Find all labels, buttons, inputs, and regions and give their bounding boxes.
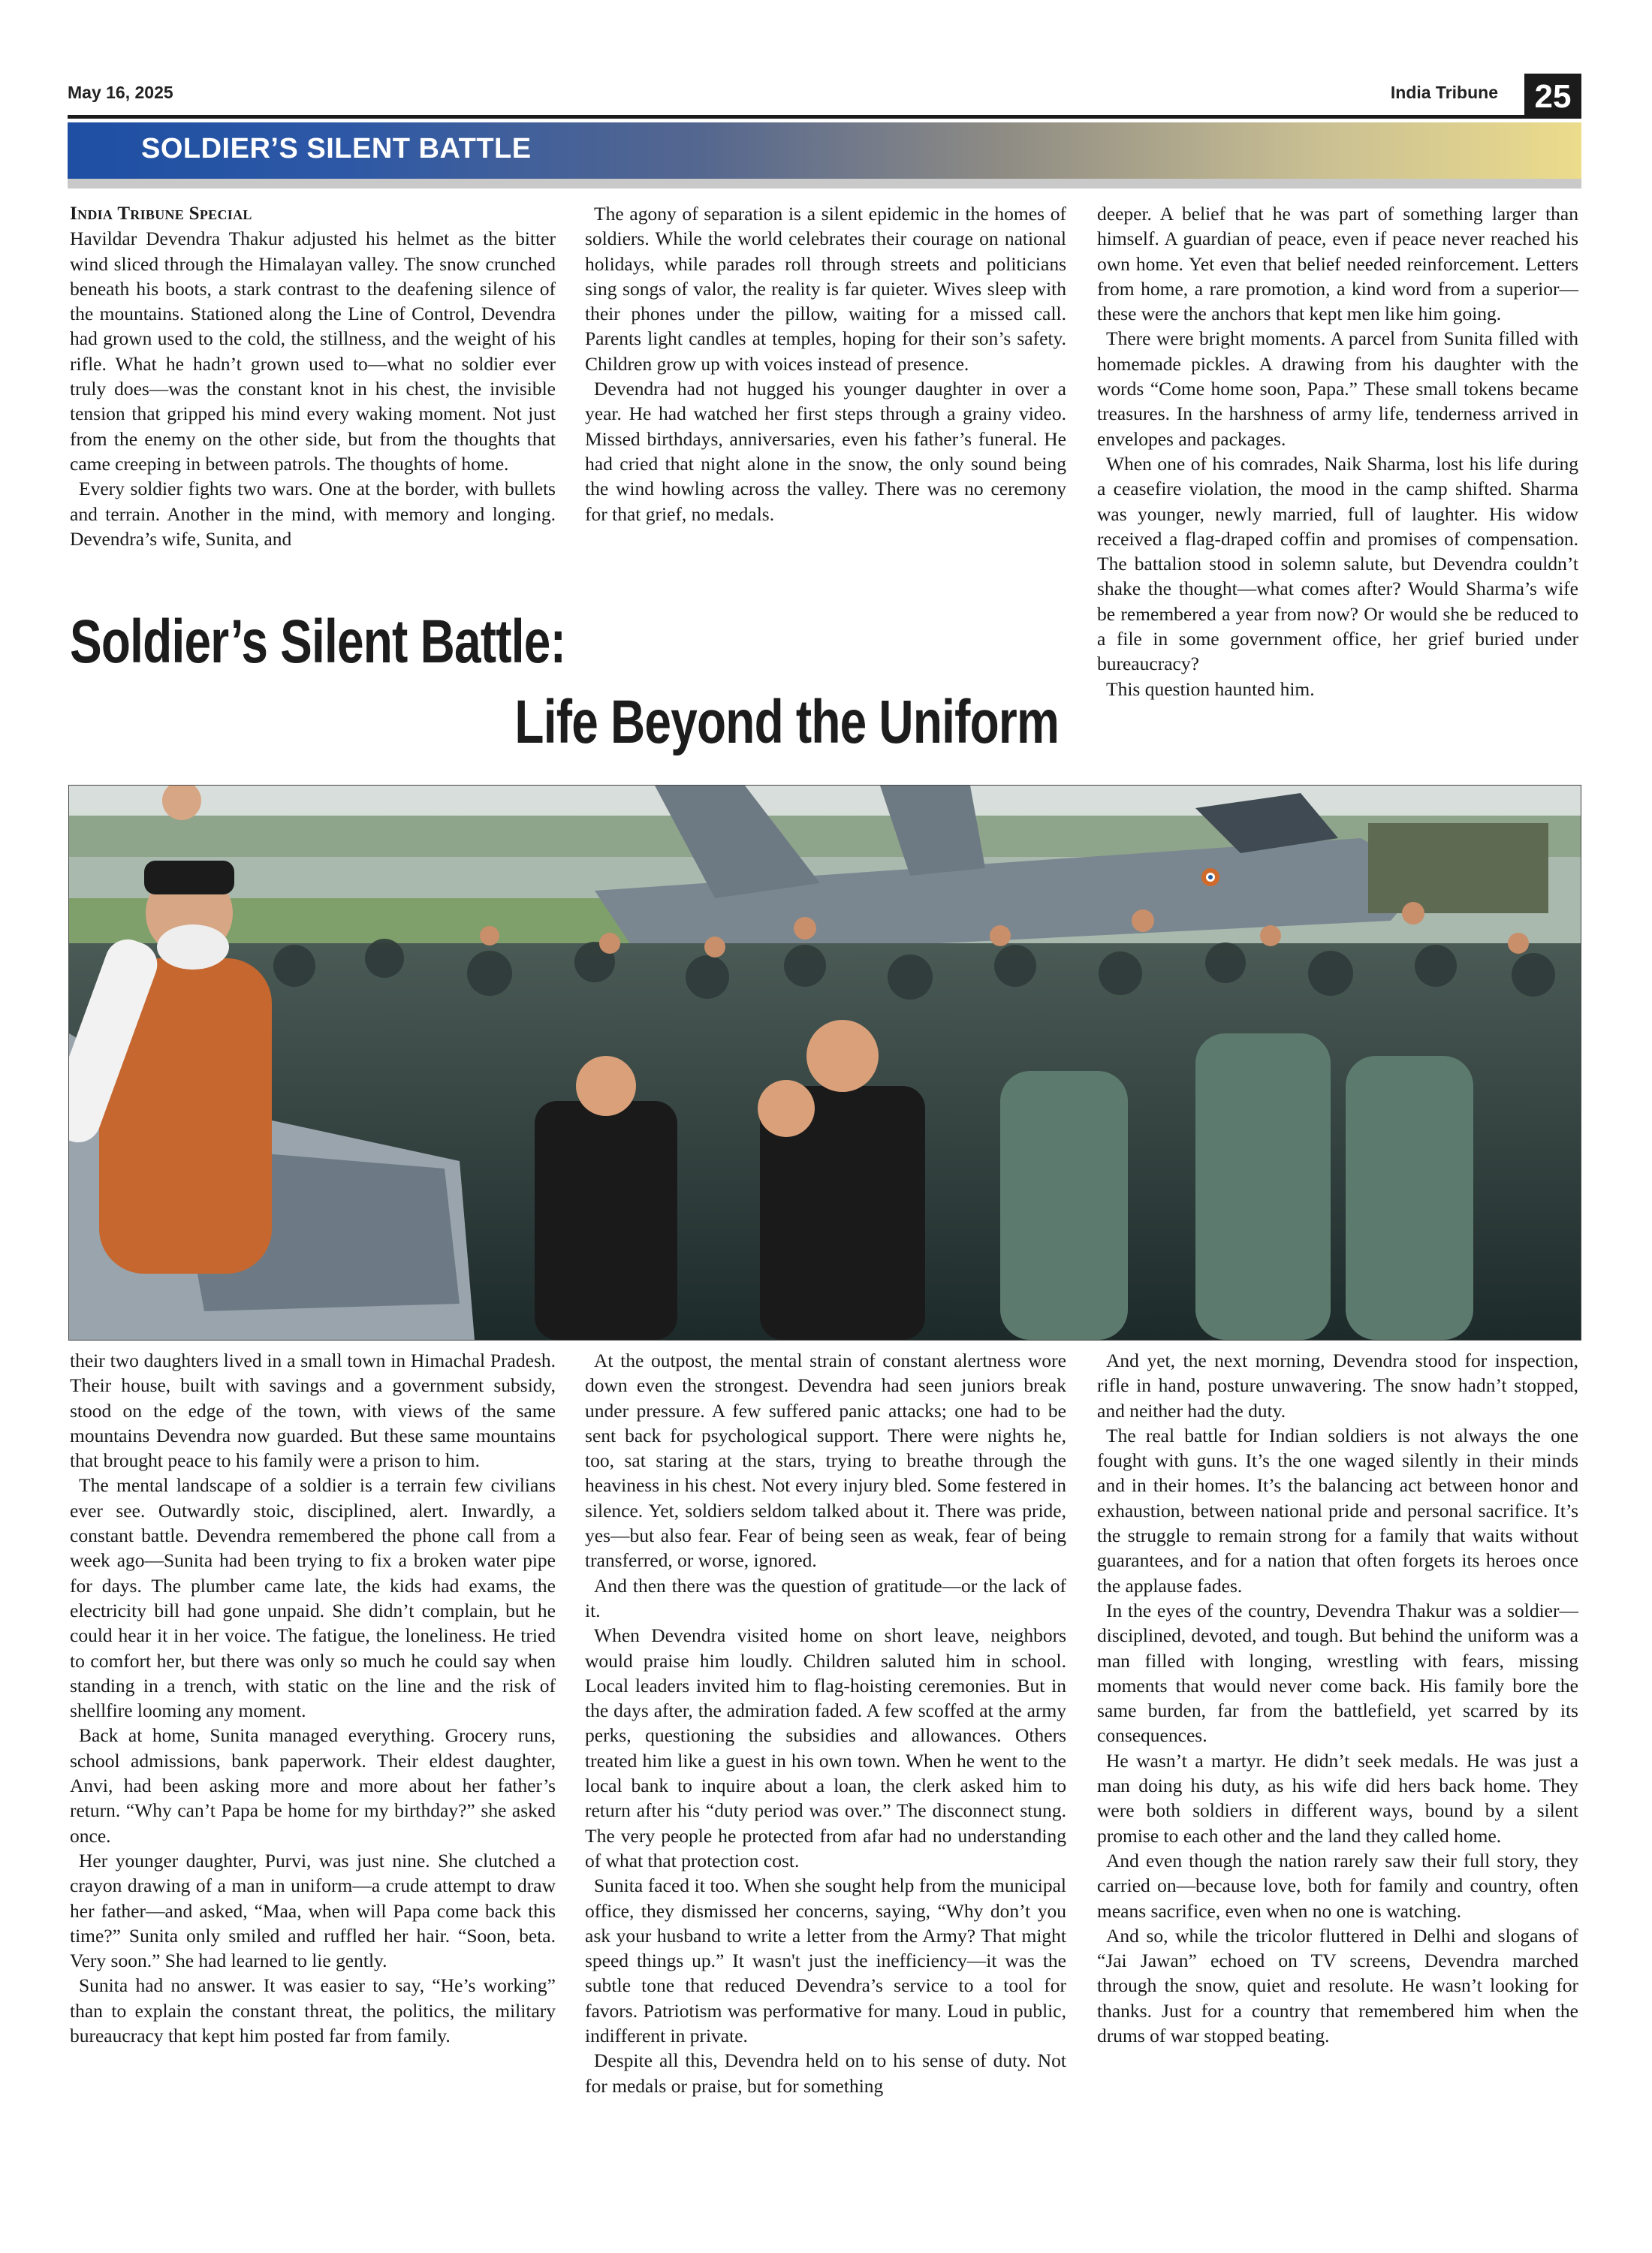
- article-top-column-1: [70, 201, 556, 551]
- paragraph: He wasn’t a martyr. He didn’t seek medals. He was just a man doing his duty, as his wife did hers back home. They were both soldiers in different ways, bound by a silent promise to each other and the land they called home.: [1097, 1749, 1578, 1847]
- paragraph: Devendra had not hugged his younger daughter in over a year. He had watched her first steps through a grainy video. Missed birthdays, anniversaries, even his father’s funeral. He had cried that night alone in the snow, the only sound being the wind howling across the valley. There was no ceremony for that grief, no medals.: [585, 378, 1066, 525]
- section-banner: [68, 122, 1581, 179]
- paragraph: The real battle for Indian soldiers is not always the one fought with guns. It’s the one waged silently in their minds and in their homes. It’s the balancing act between honor and exhaustion, between national pride and personal sacrifice. It’s the struggle to remain strong for a family that waits without guarantees, and for a nation that often forgets its heroes once the applause fades.: [1097, 1424, 1578, 1597]
- paragraph: Every soldier fights two wars. One at the border, with bullets and terrain. Another in the mind, with memory and longing. Devendra’s wife, Sunita, and: [70, 478, 556, 550]
- article-bottom-column-2: [585, 1348, 1066, 2098]
- banner-underbar: [68, 179, 1581, 189]
- paragraph: This question haunted him.: [1106, 677, 1315, 700]
- issue-date: May 16, 2025: [68, 83, 173, 102]
- publication-name: India Tribune: [1390, 83, 1498, 102]
- paragraph: Sunita faced it too. When she sought help from the municipal office, they dismissed her concerns, saying, “Why don’t you ask your husband to write a letter from the Army? That might speed things up.” It wasn't just the inefficiency—it was the subtle tone that reduced Devendra’s service to a tool for favors. Patriotism was performative for many. Loud in public, indifferent in private.: [585, 1874, 1066, 2047]
- article-kicker: India Tribune Special: [70, 204, 252, 224]
- section-banner-title: SOLDIER’S SILENT BATTLE: [141, 133, 532, 164]
- paragraph: And then there was the question of gratitude—or the lack of it.: [585, 1574, 1066, 1621]
- paragraph: In the eyes of the country, Devendra Thakur was a soldier—disciplined, devoted, and tough. But behind the uniform was a man filled with longing, wrestling with fears, missing moments that would never come back. His family bore the same burden, far from the battlefield, yet scarred by its consequences.: [1097, 1599, 1578, 1747]
- paragraph: When Devendra visited home on short leave, neighbors would praise him loudly. Children saluted him in school. Local leaders invited him to flag-hoisting ceremonies. But in the days after, the admiration faded. A few scoffed at the army perks, questioning the subsidies and allowances. Others treated him like a guest in his own town. When he went to the local bank to inquire about a loan, the clerk asked him to return after his “duty period was over.” The disconnect stung. The very people he protected from afar had no understanding of what that protection cost.: [585, 1624, 1066, 1871]
- paragraph: At the outpost, the mental strain of constant alertness wore down even the strongest. Devendra had seen juniors break under pressure. A few suffered panic attacks; one had to be sent back for psychological support. There were nights he, too, sat staring at the stars, trying to breathe through the heaviness in his chest. Not every injury bled. Some festered in silence. Yet, soldiers seldom talked about it. There was pride, yes—but also fear. Fear of being seen as weak, fear of being transferred, or worse, ignored.: [585, 1350, 1066, 1572]
- paragraph: Her younger daughter, Purvi, was just nine. She clutched a crayon drawing of a man in uniform—a crude attempt to draw her father—and asked, “Maa, when will Papa come back this time?” Sunita only smiled and ruffled her hair. “Soon, beta. Very soon.” She had learned to lie gently.: [70, 1849, 556, 1972]
- headline-line-1: Soldier’s Silent Battle:: [70, 608, 566, 676]
- article-top-column-2: [585, 201, 1066, 526]
- paragraph: Havildar Devendra Thakur adjusted his helmet as the bitter wind sliced through the Himalayan valley. The snow crunched beneath his boots, a stark contrast to the deafening silence of the mountains. Stationed along the Line of Control, Devendra had grown used to the cold, the stillness, and the weight of his rifle. What he hadn’t grown used to—what no soldier ever truly does—was the constant knot in his chest, the invisible tension that gripped his mind every waking moment. Not just from the enemy on the other side, but from the thoughts that came creeping in between patrols. The thoughts of home.: [70, 228, 556, 475]
- photo-illustration: [69, 786, 1581, 1340]
- header-rule: [68, 115, 1524, 119]
- paragraph: The mental landscape of a soldier is a terrain few civilians ever see. Outwardly stoic, disciplined, alert. Inwardly, a constant battle. Devendra remembered the phone call from a week ago—Sunita had been trying to fix a broken water pipe for days. The plumber came late, the kids had exams, the electricity bill had gone unpaid. She didn’t complain, but he could hear it in her voice. The fatigue, the loneliness. He tried to comfort her, but there was only so much he could say when standing in a trench, with static on the line and the risk of shellfire looming any moment.: [70, 1474, 556, 1722]
- paragraph: Sunita had no answer. It was easier to say, “He’s working” than to explain the constant threat, the politics, the military bureaucracy that kept him posted far from family.: [70, 1974, 556, 2047]
- paragraph: deeper. A belief that he was part of something larger than himself. A guardian of peace, even if peace never reached his own home. Yet even that belief needed reinforcement. Letters from home, a rare promotion, a kind word from a superior—these were the anchors that kept men like him going.: [1097, 203, 1578, 325]
- page-number: 25: [1524, 74, 1581, 119]
- paragraph: Back at home, Sunita managed everything. Grocery runs, school admissions, bank paperwork. Their eldest daughter, Anvi, had been asking more and more about her father’s return. “Why can’t Papa be home for my birthday?” she asked once.: [70, 1724, 556, 1847]
- paragraph: Despite all this, Devendra held on to his sense of duty. Not for medals or praise, but for something: [585, 2049, 1066, 2097]
- paragraph: And yet, the next morning, Devendra stood for inspection, rifle in hand, posture unwavering. The snow hadn’t stopped, and neither had the duty.: [1097, 1350, 1578, 1422]
- paragraph: And even though the nation rarely saw their full story, they carried on—because love, both for family and country, often means sacrifice, even when no one is watching.: [1097, 1849, 1578, 1922]
- paragraph: The agony of separation is a silent epidemic in the homes of soldiers. While the world celebrates their courage on national holidays, while parades roll through streets and politicians sing songs of valor, the reality is far quieter. Wives sleep with their phones under the pillow, waiting for a missed call. Parents light candles at temples, hoping for their son’s safety. Children grow up with voices instead of presence.: [585, 203, 1066, 375]
- article-top-column-3: [1097, 201, 1578, 701]
- paragraph: And so, while the tricolor fluttered in Delhi and slogans of “Jai Jawan” echoed on TV screens, Devendra marched through the snow, quiet and resolute. He wasn’t looking for thanks. Just for a country that remembered him when the drums of war stopped beating.: [1097, 1924, 1578, 2047]
- news-photo: [68, 785, 1581, 1341]
- headline-line-2: Life Beyond the Uniform: [514, 688, 1059, 756]
- paragraph: There were bright moments. A parcel from Sunita filled with homemade pickles. A drawing from his daughter with the words “Come home soon, Papa.” These small tokens became treasures. In the harshness of army life, tenderness arrived in envelopes and packages.: [1097, 327, 1578, 450]
- paragraph: When one of his comrades, Naik Sharma, lost his life during a ceasefire violation, the mood in the camp shifted. Sharma was younger, newly married, full of laughter. His widow received a flag-draped coffin and promises of compensation. The battalion stood in solemn salute, but Devendra couldn’t shake the thought—what comes after? Would Sharma’s wife be remembered a year from now? Or would she be reduced to a file in some government office, her grief buried under bureaucracy?: [1097, 452, 1578, 675]
- article-bottom-column-3: [1097, 1348, 1578, 2048]
- article-bottom-column-1: [70, 1348, 556, 2048]
- paragraph: their two daughters lived in a small town in Himachal Pradesh. Their house, built with savings and a government subsidy, stood on the edge of the town, with views of the same mountains Devendra now guarded. But these same mountains that brought peace to his family were a prison to him.: [70, 1350, 556, 1472]
